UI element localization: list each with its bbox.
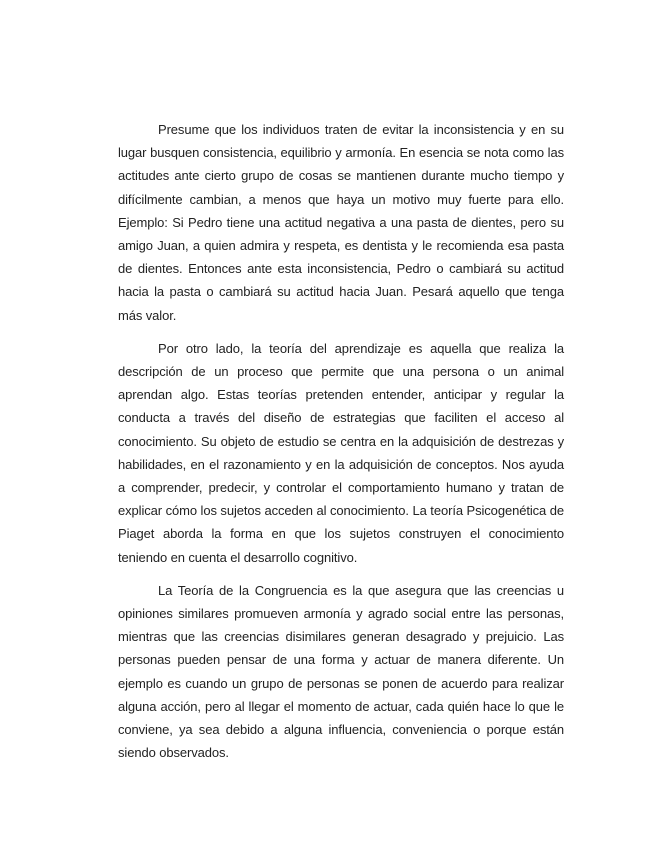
paragraph-attitude-consistency: Presume que los individuos traten de evitar la inconsistencia y en su lugar busquen consistencia, equilibrio y armonía. En esencia se nota como las actitudes ante cierto grupo de cosas se mantienen durante mucho tiempo y difícilmente cambian, a menos que haya un motivo muy fuerte para ello. Ejemplo: Si Pedro tiene una actitud negativa a una pasta de dientes, pero su amigo Juan, a quien admira y respeta, es dentista y le recomienda esa pasta de dientes. Entonces ante esta inconsistencia, Pedro o cambiará su actitud hacia la pasta o cambiará su actitud hacia Juan. Pesará aquello que tenga más valor. <box>118 122 564 323</box>
paragraph-learning-theory: Por otro lado, la teoría del aprendizaje es aquella que realiza la descripción de un proceso que permite que una persona o un animal aprendan algo. Estas teorías pretenden entender, anticipar y regular la conducta a través del diseño de estrategias que faciliten el acceso al conocimiento. Su objeto de estudio se centra en la adquisición de destrezas y habilidades, en el razonamiento y en la adquisición de conceptos. Nos ayuda a comprender, predecir, y controlar el comportamiento humano y tratan de explicar cómo los sujetos acceden al conocimiento. La teoría Psicogenética de Piaget aborda la forma en que los sujetos construyen el conocimiento teniendo en cuenta el desarrollo cognitivo. <box>118 340 564 565</box>
document-body <box>118 118 564 774</box>
paragraph-congruence-theory: La Teoría de la Congruencia es la que asegura que las creencias u opiniones similares promueven armonía y agrado social entre las personas, mientras que las creencias disimilares generan desagrado y prejuicio. Las personas pueden pensar de una forma y actuar de manera diferente. Un ejemplo es cuando un grupo de personas se ponen de acuerdo para realizar alguna acción, pero al llegar el momento de actuar, cada quién hace lo que le conviene, ya sea debido a alguna influencia, conveniencia o porque están siendo observados. <box>118 582 564 761</box>
